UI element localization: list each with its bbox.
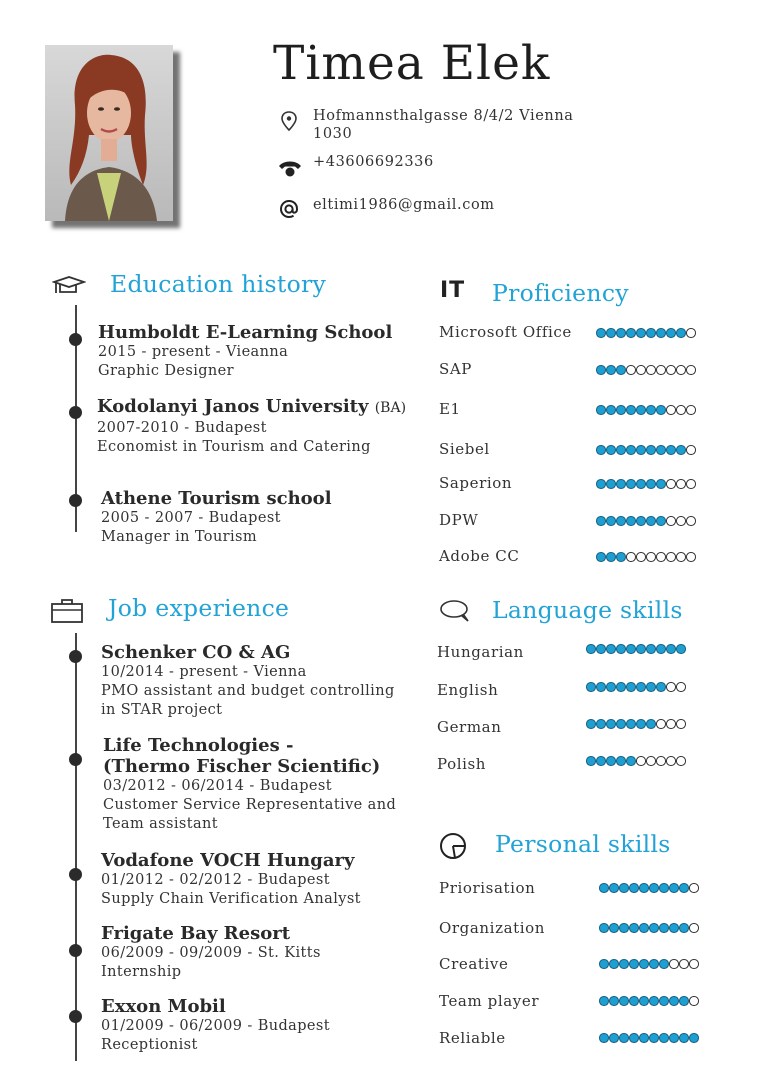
entry-date: 10/2014 - present - Vienna [101,664,307,680]
rating-dot-filled [596,479,606,489]
rating-dot-empty [689,883,699,893]
entry-role: Receptionist [101,1037,198,1053]
timeline-dot [69,944,82,957]
rating-dot-empty [666,756,676,766]
rating-dot-empty [679,959,689,969]
entry-role: Customer Service Representative and [103,797,397,813]
rating-dot-filled [626,644,636,654]
rating-dot-empty [676,756,686,766]
entry-title: Exxon Mobil [101,996,226,1017]
job-entry [101,642,395,720]
skill-rating [586,719,686,729]
it-section-title: Proficiency [492,279,629,307]
entry-role: Internship [101,964,182,980]
rating-dot-filled [646,682,656,692]
entry-title: Kodolanyi Janos University [97,396,369,417]
rating-dot-filled [619,923,629,933]
rating-dot-filled [599,959,609,969]
rating-dot-filled [649,883,659,893]
rating-dot-empty [686,328,696,338]
rating-dot-empty [686,365,696,375]
phone-number: +43606692336 [313,154,434,170]
rating-dot-filled [616,445,626,455]
rating-dot-filled [689,1033,699,1043]
rating-dot-filled [636,328,646,338]
rating-dot-filled [679,1033,689,1043]
rating-dot-filled [606,682,616,692]
rating-dot-empty [676,552,686,562]
rating-dot-filled [606,552,616,562]
rating-dot-filled [616,365,626,375]
email-at-icon [278,198,300,220]
rating-dot-filled [596,719,606,729]
skill-label: Polish [437,755,487,773]
education-section-title: Education history [110,270,327,298]
rating-dot-filled [629,1033,639,1043]
graduation-cap-icon [52,274,86,304]
education-entry [101,488,332,547]
rating-dot-filled [676,644,686,654]
job-section-title: Job experience [108,594,290,622]
timeline-dot [69,406,82,419]
rating-dot-filled [679,883,689,893]
rating-dot-empty [656,756,666,766]
rating-dot-filled [646,445,656,455]
rating-dot-filled [649,959,659,969]
education-entry [97,396,406,457]
rating-dot-empty [646,552,656,562]
rating-dot-filled [596,756,606,766]
entry-date: 01/2009 - 06/2009 - Budapest [101,1018,330,1034]
rating-dot-filled [619,883,629,893]
rating-dot-filled [616,644,626,654]
rating-dot-filled [609,923,619,933]
rating-dot-filled [666,644,676,654]
rating-dot-filled [596,682,606,692]
rating-dot-filled [656,328,666,338]
rating-dot-filled [636,445,646,455]
rating-dot-filled [626,719,636,729]
job-entry [101,850,361,909]
rating-dot-filled [626,328,636,338]
candidate-name: Timea Elek [273,36,551,91]
skill-label: English [437,681,499,699]
rating-dot-filled [629,883,639,893]
rating-dot-empty [666,365,676,375]
rating-dot-empty [626,552,636,562]
rating-dot-filled [606,516,616,526]
rating-dot-empty [686,516,696,526]
rating-dot-empty [646,365,656,375]
entry-role: Supply Chain Verification Analyst [101,891,361,907]
job-entry [103,735,396,834]
entry-date: 2005 - 2007 - Budapest [101,510,281,526]
skill-label: Adobe CC [439,547,520,565]
rating-dot-filled [596,552,606,562]
rating-dot-filled [599,923,609,933]
rating-dot-filled [659,959,669,969]
skill-rating [596,479,696,489]
rating-dot-filled [626,479,636,489]
skill-label: DPW [439,511,479,529]
rating-dot-filled [649,1033,659,1043]
entry-title: Schenker CO & AG [101,642,291,663]
rating-dot-filled [596,405,606,415]
rating-dot-filled [606,405,616,415]
rating-dot-filled [619,996,629,1006]
entry-role: Manager in Tourism [101,529,258,545]
skill-rating [596,405,696,415]
rating-dot-filled [636,479,646,489]
timeline-dot [69,650,82,663]
rating-dot-filled [609,1033,619,1043]
rating-dot-filled [599,883,609,893]
rating-dot-filled [659,996,669,1006]
skill-label: Hungarian [437,643,524,661]
rating-dot-filled [586,644,596,654]
rating-dot-filled [596,644,606,654]
rating-dot-filled [616,516,626,526]
skill-rating [599,1033,699,1043]
rating-dot-filled [659,923,669,933]
rating-dot-empty [656,719,666,729]
rating-dot-filled [636,719,646,729]
job-entry [101,996,330,1055]
rating-dot-filled [629,923,639,933]
rating-dot-filled [639,996,649,1006]
entry-role: PMO assistant and budget controlling [101,683,395,699]
rating-dot-filled [599,1033,609,1043]
timeline-dot [69,333,82,346]
rating-dot-filled [616,682,626,692]
rating-dot-filled [616,552,626,562]
rating-dot-filled [646,516,656,526]
rating-dot-filled [666,445,676,455]
timeline-dot [69,1010,82,1023]
rating-dot-empty [636,365,646,375]
rating-dot-filled [606,719,616,729]
rating-dot-empty [676,682,686,692]
rating-dot-empty [676,719,686,729]
rating-dot-filled [639,1033,649,1043]
skill-rating [599,923,699,933]
pie-chart-icon [437,831,471,861]
rating-dot-filled [606,328,616,338]
rating-dot-filled [626,516,636,526]
entry-title: Life Technologies - [103,735,294,756]
rating-dot-filled [586,719,596,729]
rating-dot-empty [666,405,676,415]
rating-dot-filled [609,996,619,1006]
rating-dot-empty [676,479,686,489]
timeline-dot [69,868,82,881]
timeline-dot [69,494,82,507]
entry-date: 2007-2010 - Budapest [97,420,267,436]
rating-dot-empty [636,552,646,562]
entry-title-cont: (Thermo Fischer Scientific) [103,756,381,777]
skill-rating [599,996,699,1006]
rating-dot-empty [676,516,686,526]
address [313,107,574,143]
language-section-title: Language skills [492,596,683,624]
rating-dot-filled [636,644,646,654]
rating-dot-empty [686,479,696,489]
entry-date: 2015 - present - Vieanna [98,344,289,360]
rating-dot-filled [626,682,636,692]
skill-rating [596,365,696,375]
rating-dot-empty [666,516,676,526]
rating-dot-filled [646,644,656,654]
rating-dot-filled [606,365,616,375]
address-line-1: Hofmannsthalgasse 8/4/2 Vienna [313,108,574,124]
address-line-2: 1030 [313,126,353,142]
entry-title: Vodafone VOCH Hungary [101,850,355,871]
rating-dot-empty [689,923,699,933]
rating-dot-filled [659,1033,669,1043]
skill-label: SAP [439,360,473,378]
skill-label: Team player [439,992,540,1010]
rating-dot-filled [609,883,619,893]
rating-dot-filled [649,923,659,933]
rating-dot-filled [616,756,626,766]
rating-dot-filled [586,682,596,692]
rating-dot-filled [656,479,666,489]
rating-dot-filled [676,445,686,455]
rating-dot-filled [626,445,636,455]
rating-dot-filled [646,719,656,729]
skill-label: Organization [439,919,546,937]
skill-rating [596,552,696,562]
rating-dot-empty [666,479,676,489]
timeline-dot [69,753,82,766]
rating-dot-filled [669,923,679,933]
rating-dot-filled [656,644,666,654]
entry-date: 06/2009 - 09/2009 - St. Kitts [101,945,321,961]
rating-dot-filled [629,996,639,1006]
entry-title: Athene Tourism school [101,488,332,509]
skill-label: Priorisation [439,879,536,897]
rating-dot-filled [639,959,649,969]
entry-role: Economist in Tourism and Catering [97,439,371,455]
rating-dot-filled [649,996,659,1006]
rating-dot-filled [639,883,649,893]
skill-rating [596,516,696,526]
entry-role-cont: Team assistant [103,816,218,832]
rating-dot-empty [686,552,696,562]
portrait-image [45,45,173,221]
rating-dot-filled [639,923,649,933]
skill-rating [596,328,696,338]
skill-label: E1 [439,400,461,418]
rating-dot-filled [599,996,609,1006]
education-entry [98,322,392,381]
rating-dot-filled [616,328,626,338]
rating-dot-filled [669,996,679,1006]
rating-dot-filled [606,445,616,455]
it-icon: IT [440,278,466,303]
skill-rating [599,959,699,969]
rating-dot-empty [689,996,699,1006]
rating-dot-filled [666,328,676,338]
email-address: eltimi1986@gmail.com [313,197,495,213]
rating-dot-filled [629,959,639,969]
rating-dot-filled [659,883,669,893]
rating-dot-filled [596,365,606,375]
profile-photo [45,45,173,221]
rating-dot-empty [676,365,686,375]
skill-label: Saperion [439,474,513,492]
rating-dot-filled [669,1033,679,1043]
entry-title: Frigate Bay Resort [101,923,291,944]
skill-rating [586,644,686,654]
location-pin-icon [278,110,300,132]
entry-role: Graphic Designer [98,363,234,379]
rating-dot-filled [656,682,666,692]
rating-dot-filled [656,516,666,526]
skill-label: Creative [439,955,509,973]
entry-title: Humboldt E-Learning School [98,322,393,343]
skill-rating [586,756,686,766]
skill-rating [596,445,696,455]
rating-dot-filled [619,959,629,969]
rating-dot-filled [676,328,686,338]
rating-dot-filled [609,959,619,969]
skill-label: Siebel [439,440,490,458]
rating-dot-filled [586,756,596,766]
rating-dot-filled [636,405,646,415]
rating-dot-filled [619,1033,629,1043]
rating-dot-empty [636,756,646,766]
rating-dot-filled [626,405,636,415]
entry-date: 01/2012 - 02/2012 - Budapest [101,872,330,888]
rating-dot-empty [626,365,636,375]
rating-dot-filled [669,883,679,893]
rating-dot-filled [616,479,626,489]
rating-dot-filled [636,516,646,526]
personal-section-title: Personal skills [495,830,671,858]
rating-dot-filled [626,756,636,766]
rating-dot-empty [686,445,696,455]
rating-dot-filled [596,445,606,455]
skill-label: Reliable [439,1029,506,1047]
rating-dot-filled [646,328,656,338]
rating-dot-empty [666,682,676,692]
rating-dot-empty [656,552,666,562]
rating-dot-filled [636,682,646,692]
rating-dot-empty [686,405,696,415]
rating-dot-empty [689,959,699,969]
rating-dot-filled [646,405,656,415]
rating-dot-empty [676,405,686,415]
rating-dot-empty [666,552,676,562]
briefcase-icon [50,596,84,626]
skill-label: Microsoft Office [439,323,572,341]
entry-title-suffix: (BA) [374,400,407,416]
skill-rating [599,883,699,893]
rating-dot-filled [606,479,616,489]
skill-rating [586,682,686,692]
job-timeline [75,633,77,1061]
skill-label: German [437,718,502,736]
rating-dot-filled [616,719,626,729]
entry-role-cont: in STAR project [101,702,223,718]
rating-dot-empty [669,959,679,969]
speech-bubble-icon [438,598,472,628]
phone-icon [278,157,302,179]
rating-dot-empty [666,719,676,729]
rating-dot-filled [646,479,656,489]
rating-dot-filled [679,923,689,933]
rating-dot-filled [656,405,666,415]
rating-dot-filled [656,445,666,455]
rating-dot-filled [596,516,606,526]
rating-dot-empty [656,365,666,375]
rating-dot-filled [616,405,626,415]
rating-dot-filled [606,644,616,654]
rating-dot-filled [606,756,616,766]
job-entry [101,923,321,982]
entry-date: 03/2012 - 06/2014 - Budapest [103,778,332,794]
rating-dot-empty [646,756,656,766]
rating-dot-filled [679,996,689,1006]
rating-dot-filled [596,328,606,338]
